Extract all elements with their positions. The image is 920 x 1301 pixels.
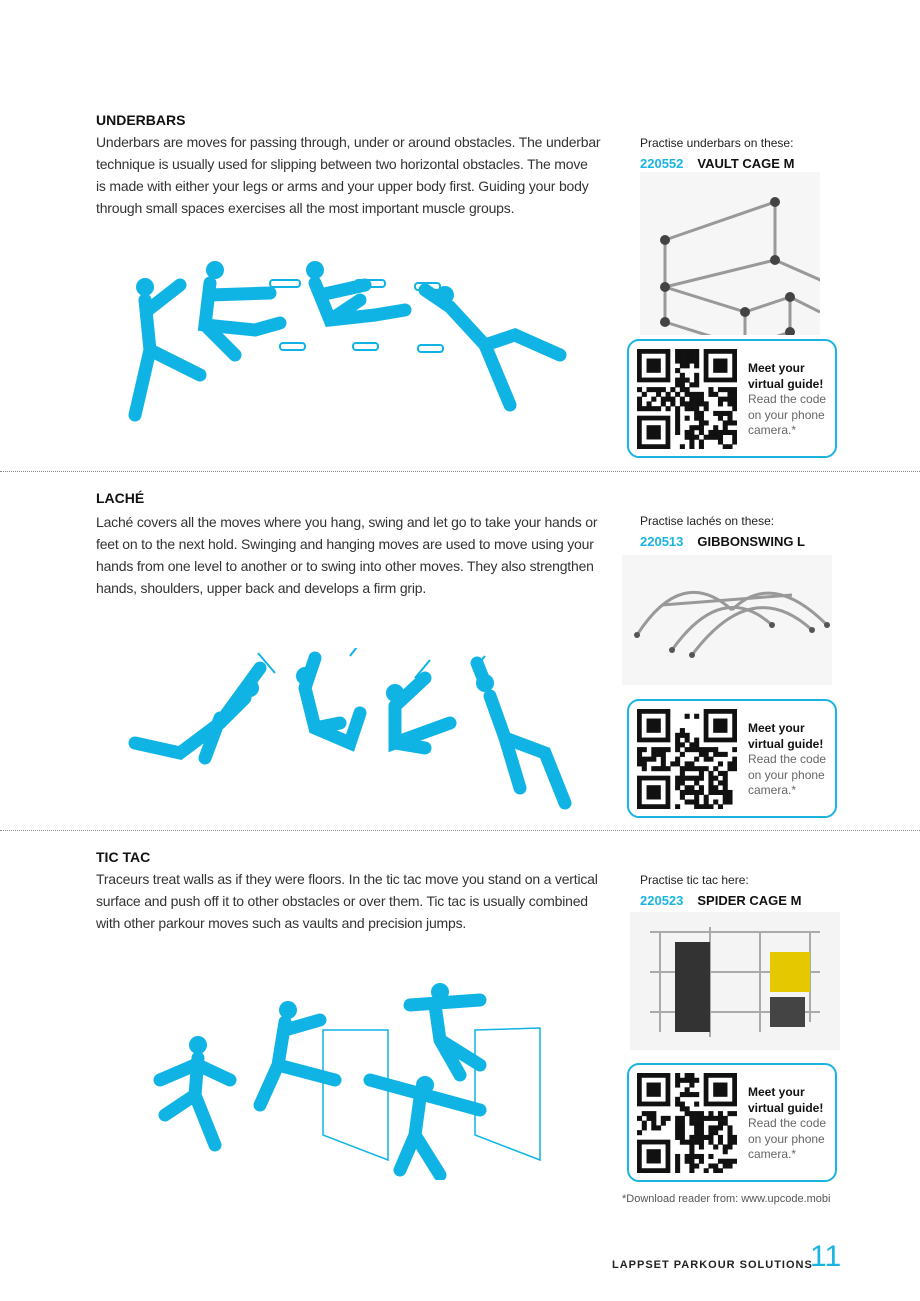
qr-title-1: Meet your	[748, 1085, 805, 1099]
qr-guide-box[interactable]	[627, 339, 837, 458]
lache-silhouettes	[125, 648, 575, 813]
practise-label: Practise underbars on these:	[640, 136, 794, 150]
section-body: Traceurs treat walls as if they were floors. In the tic tac move you stand on a vertical surface and push off it to other obstacles or over them. Tic tac is usually combined with other parkour moves such as vaults and precision jumps.	[96, 871, 598, 931]
section-title: TIC TAC	[96, 849, 151, 865]
product-label	[640, 534, 805, 549]
qr-line-2: on your phone	[748, 407, 825, 422]
product-code: 220523	[640, 893, 684, 908]
qr-title-2: virtual guide!	[748, 1100, 824, 1115]
qr-line-1: Read the code	[748, 1116, 827, 1130]
qr-line-2: on your phone	[748, 767, 825, 782]
practise-label: Practise lachés on these:	[640, 514, 775, 528]
qr-title-1: Meet your	[748, 721, 805, 735]
qr-code[interactable]	[637, 1073, 737, 1173]
qr-line-1: Read the code	[748, 752, 827, 766]
product-label	[640, 156, 794, 171]
section-title: LACHÉ	[96, 490, 145, 506]
product-name: GIBBONSWING L	[697, 534, 805, 549]
qr-code[interactable]	[637, 349, 737, 449]
section-title: UNDERBARS	[96, 112, 186, 128]
qr-line-1: Read the code	[748, 392, 827, 406]
download-footnote: *Download reader from: www.upcode.mobi	[622, 1193, 831, 1205]
product-code: 220552	[640, 156, 684, 171]
qr-title-2: virtual guide!	[748, 376, 824, 391]
qr-title-2: virtual guide!	[748, 736, 824, 751]
section-body: Laché covers all the moves where you hang, swing and let go to take your hands or feet on to the next hold. Swinging and hanging moves are used to move using your hands from one level to another or to swing into other moves. They also strengthen hands, shoulders, upper back and develops a firm grip.	[96, 514, 598, 596]
underbars-silhouettes	[120, 255, 580, 430]
practise-label: Practise tic tac here:	[640, 873, 749, 887]
product-code: 220513	[640, 534, 684, 549]
qr-line-3: camera.*	[748, 423, 797, 437]
section-divider	[0, 830, 920, 831]
qr-line-2: on your phone	[748, 1131, 825, 1146]
product-name: SPIDER CAGE M	[697, 893, 802, 908]
spider-cage-image	[630, 912, 840, 1050]
vault-cage-image	[640, 172, 820, 335]
qr-title-1: Meet your	[748, 361, 805, 375]
section-body: Underbars are moves for passing through, under or around obstacles. The underbar technique is usually used for slipping between two horizontal obstacles. The move is made with either your legs or arms and your upper body first. Guiding your body through small spaces exercises all the most important muscle groups.	[96, 134, 601, 216]
tic-tac-silhouettes	[150, 980, 550, 1180]
section-divider	[0, 471, 920, 472]
product-name: VAULT CAGE M	[697, 156, 795, 171]
qr-guide-box[interactable]	[627, 1063, 837, 1182]
product-label	[640, 893, 801, 908]
qr-code[interactable]	[637, 709, 737, 809]
page-number: 11	[810, 1240, 842, 1273]
qr-line-3: camera.*	[748, 1147, 797, 1161]
footer-brand: LAPPSET PARKOUR SOLUTIONS	[612, 1259, 813, 1271]
gibbonswing-image	[622, 555, 832, 685]
qr-guide-box[interactable]	[627, 699, 837, 818]
qr-line-3: camera.*	[748, 783, 797, 797]
